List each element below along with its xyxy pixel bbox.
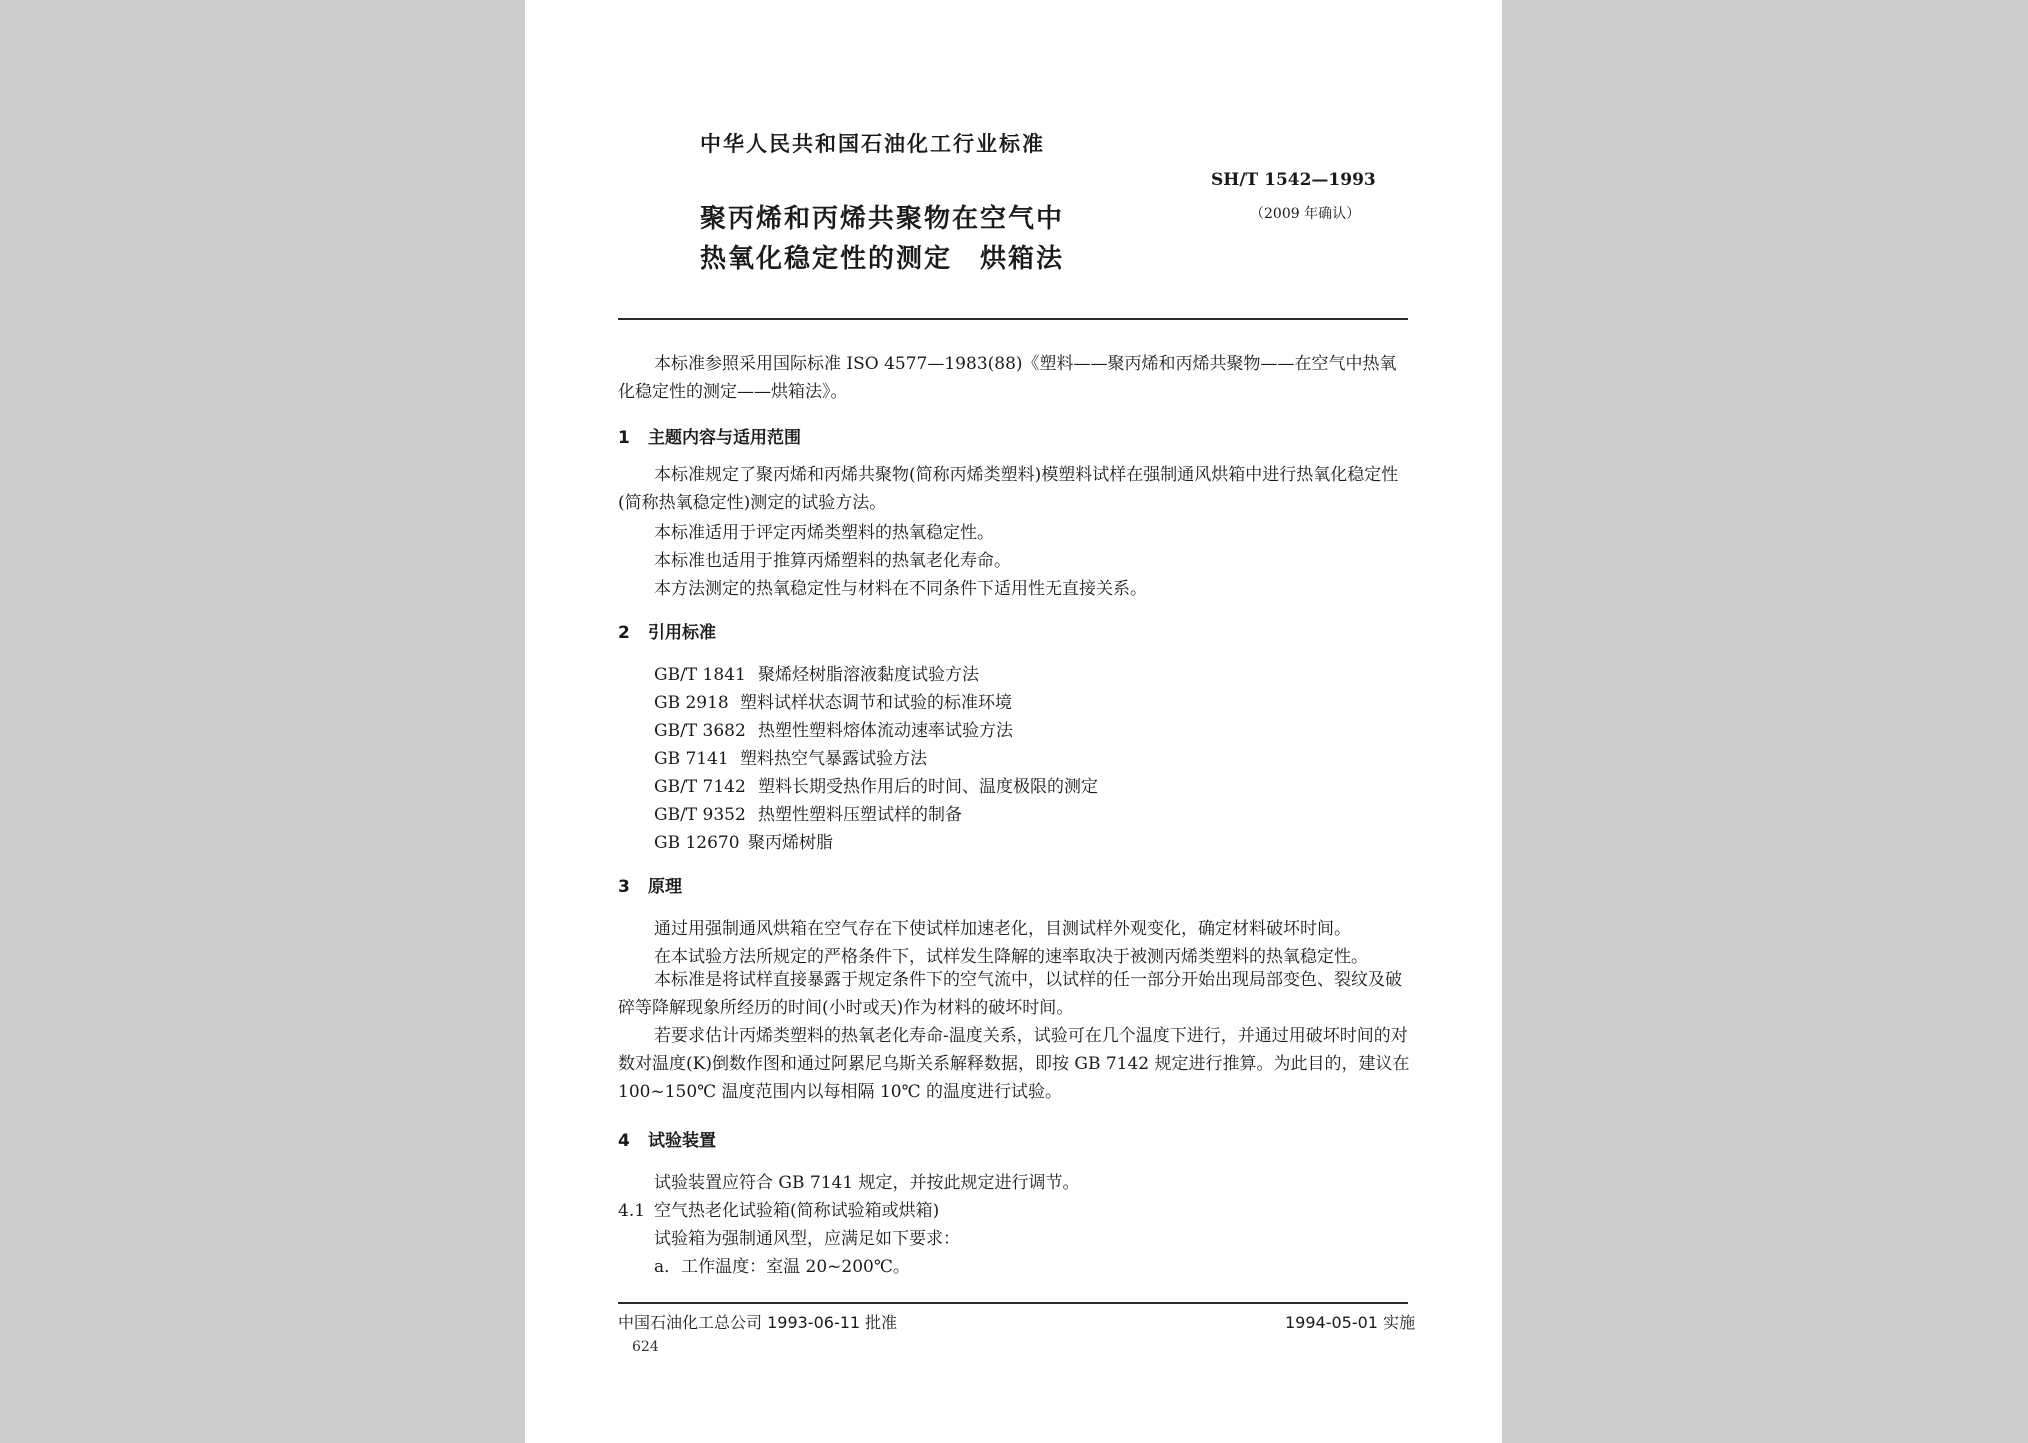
section-3-title: 原理 <box>648 877 682 897</box>
reference-title: 塑料热空气暴露试验方法 <box>740 749 927 769</box>
section-2-title: 引用标准 <box>648 623 716 643</box>
issuing-organization: 中华人民共和国石油化工行业标准 <box>700 132 1045 156</box>
reference-code: GB 2918 <box>654 693 729 713</box>
footer-divider <box>618 1302 1408 1304</box>
section-4-number: 4 <box>618 1131 630 1151</box>
section-3-paragraph-4: 若要求估计丙烯类塑料的热氧老化寿命-温度关系，试验可在几个温度下进行，并通过用破坏时间的对数对温度(K)倒数作图和通过阿累尼乌斯关系解释数据，即按 GB 7142 规定进行推算。为此目的，建议在 100~150℃ 温度范围内以每相隔 10℃ 的温度进行试验。 <box>618 1026 1410 1102</box>
reference-title: 聚丙烯树脂 <box>748 833 833 853</box>
reference-code: GB/T 1841 <box>654 665 746 685</box>
standard-code: SH/T 1542—1993 <box>1211 170 1376 190</box>
confirmation-year: （2009 年确认） <box>1250 206 1361 222</box>
reference-code: GB/T 3682 <box>654 721 746 741</box>
section-1-paragraph-4: 本方法测定的热氧稳定性与材料在不同条件下适用性无直接关系。 <box>654 579 1147 599</box>
section-3-number: 3 <box>618 877 630 897</box>
reference-code: GB 12670 <box>654 833 740 853</box>
section-1-paragraph-1: 本标准规定了聚丙烯和丙烯共聚物(简称丙烯类塑料)模塑料试样在强制通风烘箱中进行热氧化稳定性(简称热氧稳定性)测定的试验方法。 <box>618 465 1399 513</box>
document-title-line-1: 聚丙烯和丙烯共聚物在空气中 <box>700 204 1065 234</box>
reference-item <box>654 660 979 685</box>
reference-item <box>654 744 927 769</box>
document-page <box>525 0 1502 1443</box>
reference-code: GB 7141 <box>654 749 729 769</box>
reference-title: 塑料试样状态调节和试验的标准环境 <box>740 693 1012 713</box>
page-number: 624 <box>632 1339 659 1355</box>
section-4-paragraph-2: 试验箱为强制通风型，应满足如下要求： <box>654 1229 960 1249</box>
reference-item <box>654 800 962 825</box>
document-title-line-2: 热氧化稳定性的测定 烘箱法 <box>700 244 1065 274</box>
section-3-paragraph-1: 通过用强制通风烘箱在空气存在下使试样加速老化，目测试样外观变化，确定材料破坏时间。 <box>654 919 1351 939</box>
section-1-paragraph-3: 本标准也适用于推算丙烯塑料的热氧老化寿命。 <box>654 551 1011 571</box>
subsection-4-1-title: 空气热老化试验箱(简称试验箱或烘箱) <box>654 1201 940 1221</box>
reference-item <box>654 688 1012 713</box>
implementation-date: 1994-05-01 实施 <box>1285 1313 1416 1332</box>
reference-code: GB/T 9352 <box>654 805 746 825</box>
reference-code: GB/T 7142 <box>654 777 746 797</box>
requirement-item-a: a．工作温度：室温 20~200℃。 <box>654 1257 910 1277</box>
section-1-heading <box>618 423 801 448</box>
reference-title: 聚烯烃树脂溶液黏度试验方法 <box>758 665 979 685</box>
intro-paragraph: 本标准参照采用国际标准 ISO 4577—1983(88)《塑料——聚丙烯和丙烯共聚物——在空气中热氧化稳定性的测定——烘箱法》。 <box>618 354 1397 402</box>
section-4-title: 试验装置 <box>648 1131 716 1151</box>
section-3-heading <box>618 872 682 897</box>
reference-item <box>654 772 1098 797</box>
section-1-title: 主题内容与适用范围 <box>648 428 801 448</box>
reference-title: 热塑性塑料压塑试样的制备 <box>758 805 962 825</box>
section-4-paragraph-1: 试验装置应符合 GB 7141 规定，并按此规定进行调节。 <box>654 1173 1080 1193</box>
section-3-paragraph-3: 本标准是将试样直接暴露于规定条件下的空气流中，以试样的任一部分开始出现局部变色、裂纹及破碎等降解现象所经历的时间(小时或天)作为材料的破坏时间。 <box>618 970 1402 1018</box>
subsection-4-1-number: 4.1 <box>618 1201 646 1221</box>
section-3-paragraph-2: 在本试验方法所规定的严格条件下，试样发生降解的速率取决于被测丙烯类塑料的热氧稳定性。 <box>654 947 1368 967</box>
subsection-4-1-heading <box>618 1196 939 1221</box>
section-4-heading <box>618 1126 716 1151</box>
section-1-paragraph-2: 本标准适用于评定丙烯类塑料的热氧稳定性。 <box>654 523 994 543</box>
approval-note: 中国石油化工总公司 1993-06-11 批准 <box>618 1313 898 1332</box>
header-divider <box>618 318 1408 320</box>
reference-title: 热塑性塑料熔体流动速率试验方法 <box>758 721 1013 741</box>
section-1-number: 1 <box>618 428 630 448</box>
section-2-number: 2 <box>618 623 630 643</box>
reference-title: 塑料长期受热作用后的时间、温度极限的测定 <box>758 777 1098 797</box>
section-2-heading <box>618 618 716 643</box>
reference-item <box>654 716 1013 741</box>
reference-item <box>654 828 833 853</box>
